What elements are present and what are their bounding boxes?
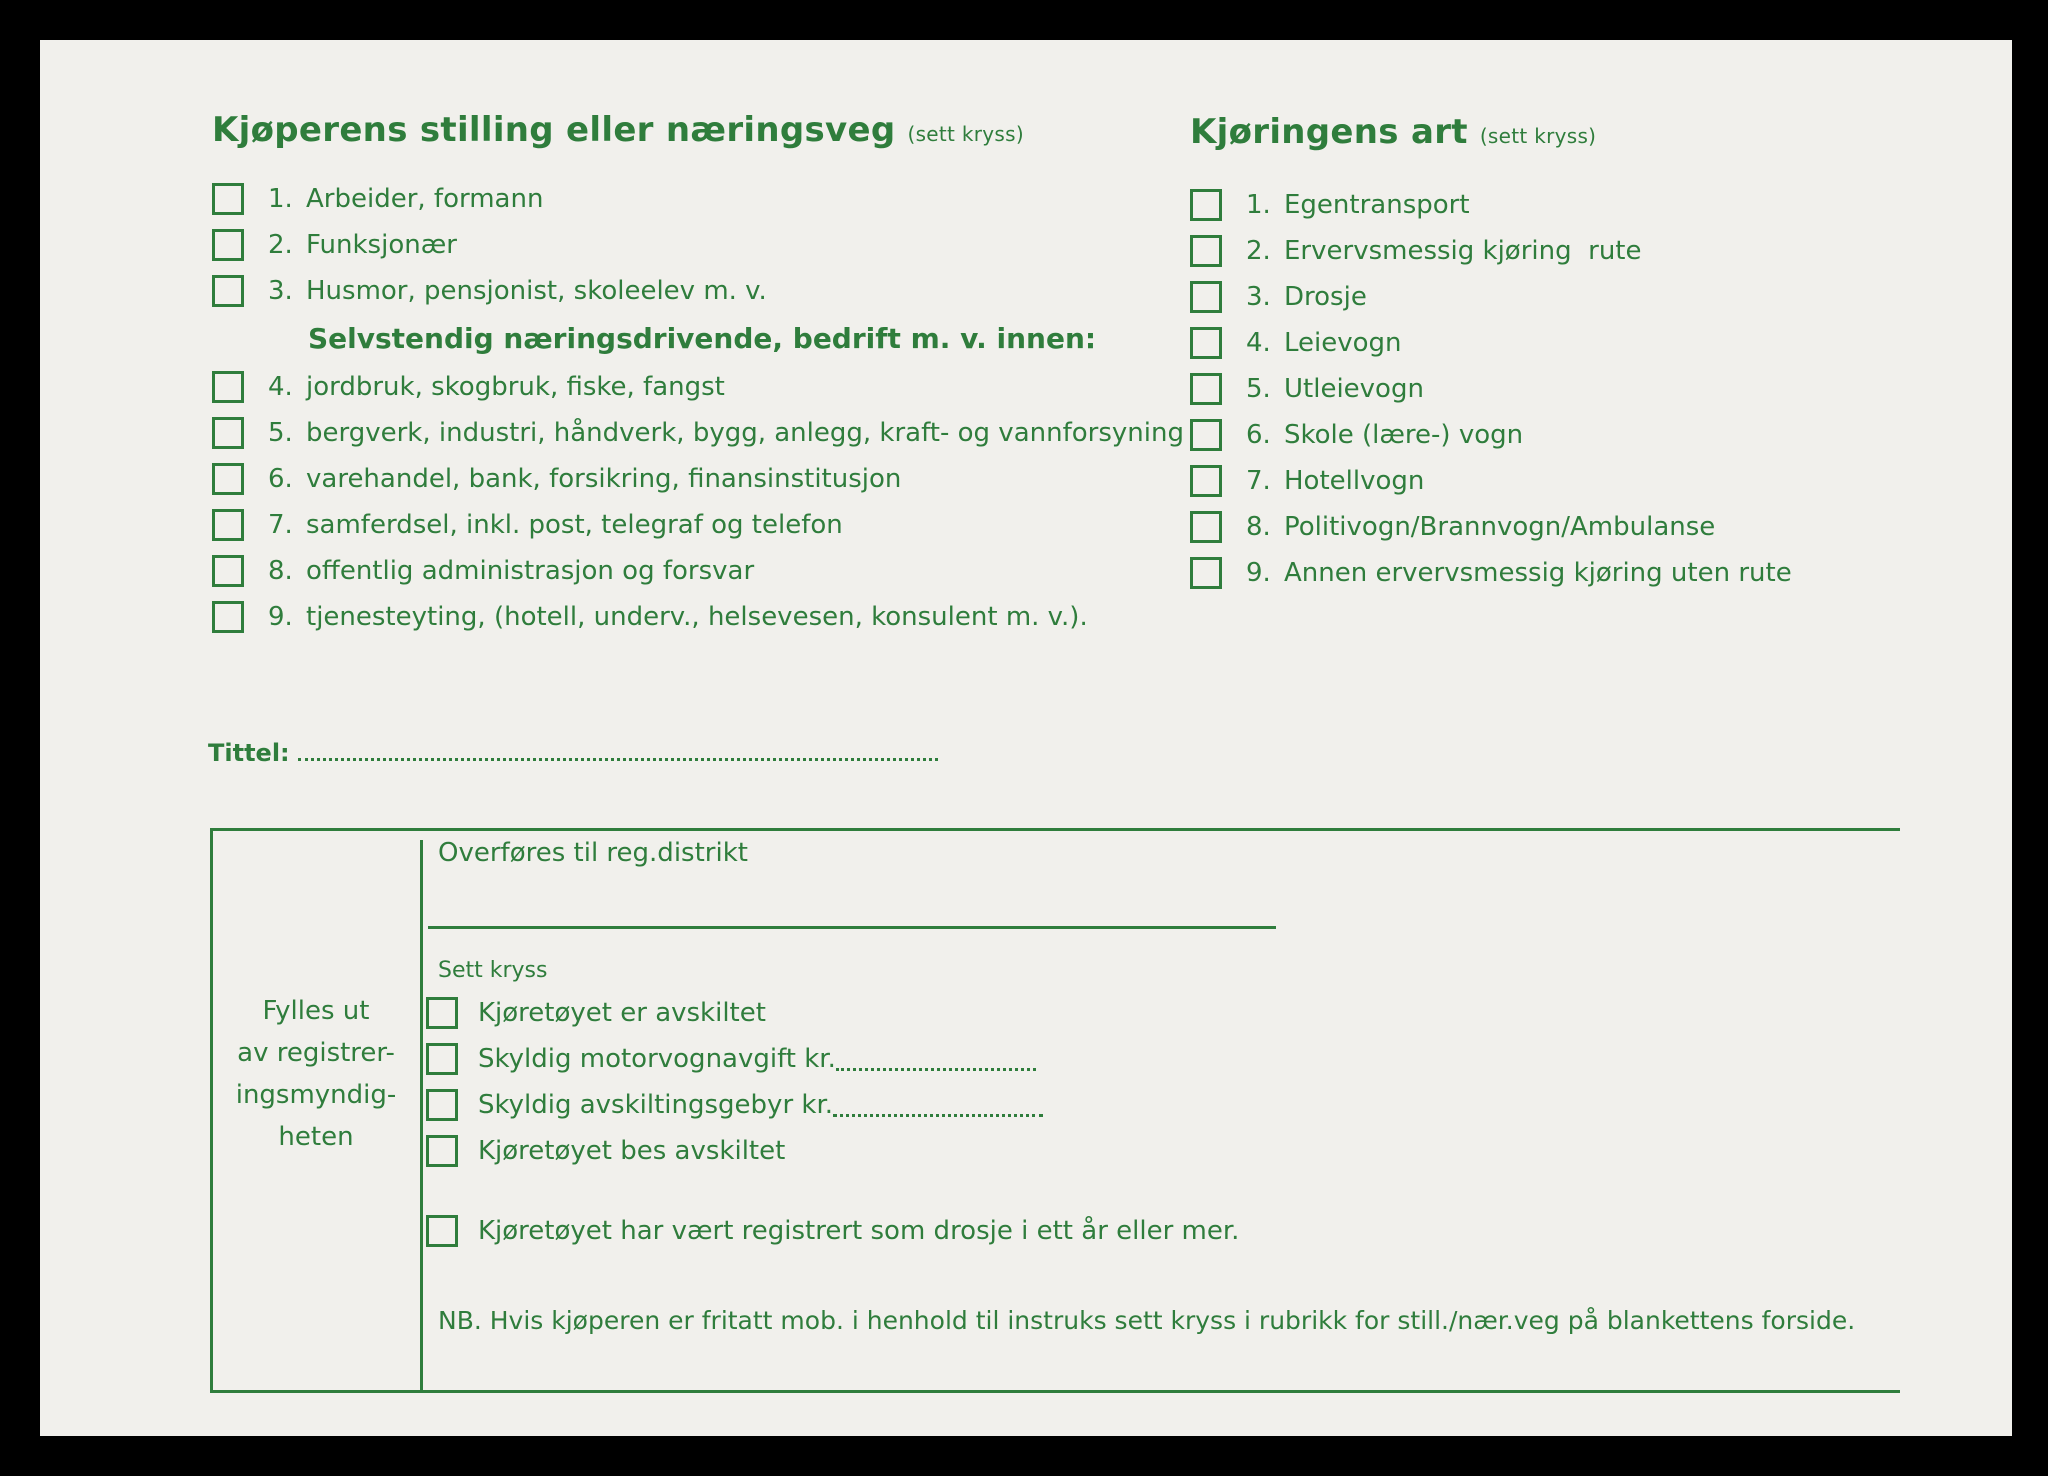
option-number: 6. [1246, 420, 1271, 450]
checkbox[interactable] [212, 229, 244, 261]
check-label: Kjøretøyet har vært registrert som drosje i ett år eller mer. [478, 1216, 1240, 1246]
occupation-option-7[interactable] [212, 508, 843, 542]
checkbox[interactable] [212, 275, 244, 307]
buyer-occupation-heading [212, 110, 1024, 150]
option-number: 8. [1246, 512, 1271, 542]
driving-option-2[interactable] [1190, 234, 1642, 268]
registry-top-border [210, 828, 1900, 831]
option-number: 9. [1246, 558, 1271, 588]
option-label: samferdsel, inkl. post, telegraf og telefon [306, 510, 843, 540]
occupation-option-3[interactable] [212, 274, 767, 308]
option-label: Funksjonær [306, 230, 457, 260]
registry-side-label [216, 990, 416, 1158]
driving-option-4[interactable] [1190, 326, 1402, 360]
drosje-check[interactable] [426, 1214, 1239, 1248]
occupation-option-1[interactable] [212, 182, 543, 216]
occupation-option-2[interactable] [212, 228, 457, 262]
registry-left-border [210, 828, 213, 1393]
driving-option-8[interactable] [1190, 510, 1715, 544]
check-hint: Sett kryss [438, 958, 548, 983]
registry-check-4[interactable] [426, 1134, 785, 1168]
checkbox[interactable] [212, 183, 244, 215]
driving-type-hint: (sett kryss) [1479, 124, 1597, 148]
option-number: 5. [268, 418, 293, 448]
option-label: Egentransport [1284, 190, 1470, 220]
option-number: 9. [268, 602, 293, 632]
option-label: Utleievogn [1284, 374, 1424, 404]
option-number: 7. [268, 510, 293, 540]
driving-option-1[interactable] [1190, 188, 1470, 222]
check-label: Kjøretøyet bes avskiltet [478, 1136, 786, 1166]
checkbox[interactable] [212, 371, 244, 403]
option-number: 4. [1246, 328, 1271, 358]
option-number: 1. [268, 184, 293, 214]
driving-option-7[interactable] [1190, 464, 1424, 498]
driving-option-3[interactable] [1190, 280, 1367, 314]
option-label: jordbruk, skogbruk, fiske, fangst [306, 372, 725, 402]
driving-type-heading [1190, 112, 1596, 152]
occupation-option-6[interactable] [212, 462, 901, 496]
transfer-input-line[interactable] [428, 926, 1276, 929]
checkbox[interactable] [426, 1043, 458, 1075]
checkbox[interactable] [426, 997, 458, 1029]
side-label-line: heten [278, 1122, 354, 1152]
occupation-option-8[interactable] [212, 554, 754, 588]
title-label: Tittel: [208, 739, 290, 767]
registry-check-1[interactable] [426, 996, 766, 1030]
checkbox[interactable] [426, 1215, 458, 1247]
title-dotted-line[interactable] [298, 738, 938, 761]
form-card [40, 40, 2012, 1436]
side-label-line: Fylles ut [262, 996, 370, 1026]
driving-type-title: Kjøringens art [1190, 112, 1468, 152]
occupation-option-9[interactable] [212, 600, 1088, 634]
checkbox[interactable] [1190, 189, 1222, 221]
check-label: Skyldig avskiltingsgebyr kr. [478, 1090, 834, 1120]
option-number: 3. [1246, 282, 1271, 312]
option-label: Annen ervervsmessig kjøring uten rute [1284, 558, 1792, 588]
option-label: Leievogn [1284, 328, 1402, 358]
option-number: 7. [1246, 466, 1271, 496]
registry-divider [420, 840, 423, 1393]
option-number: 4. [268, 372, 293, 402]
checkbox[interactable] [1190, 465, 1222, 497]
checkbox[interactable] [212, 555, 244, 587]
buyer-occupation-hint: (sett kryss) [907, 122, 1024, 146]
checkbox[interactable] [426, 1135, 458, 1167]
option-label: Drosje [1284, 282, 1367, 312]
driving-option-9[interactable] [1190, 556, 1792, 590]
check-label: Skyldig motorvognavgift kr. [478, 1044, 836, 1074]
option-label: tjenesteyting, (hotell, underv., helsevesen, konsulent m. v.). [306, 602, 1088, 632]
occupation-option-4[interactable] [212, 370, 725, 404]
side-label-line: ingsmyndig- [235, 1080, 397, 1110]
driving-option-6[interactable] [1190, 418, 1523, 452]
checkbox[interactable] [1190, 235, 1222, 267]
option-number: 8. [268, 556, 293, 586]
registry-check-3[interactable] [426, 1088, 1043, 1122]
option-number: 2. [1246, 236, 1271, 266]
option-label: bergverk, industri, håndverk, bygg, anlegg, kraft- og vannforsyning [306, 418, 1184, 448]
option-label: Hotellvogn [1284, 466, 1425, 496]
checkbox[interactable] [1190, 419, 1222, 451]
checkbox[interactable] [212, 509, 244, 541]
checkbox[interactable] [212, 417, 244, 449]
check-label: Kjøretøyet er avskiltet [478, 998, 766, 1028]
self-employed-subheading: Selvstendig næringsdrivende, bedrift m. v. innen: [308, 322, 1097, 355]
checkbox[interactable] [1190, 557, 1222, 589]
amount-dotted-line[interactable] [833, 1094, 1043, 1117]
option-label: Politivogn/Brannvogn/Ambulanse [1284, 512, 1716, 542]
registry-bottom-border [210, 1390, 1900, 1393]
option-number: 1. [1246, 190, 1271, 220]
checkbox[interactable] [1190, 373, 1222, 405]
checkbox[interactable] [1190, 511, 1222, 543]
option-number: 3. [268, 276, 293, 306]
option-label: Ervervsmessig kjøring rute [1284, 236, 1642, 266]
option-label: Skole (lære-) vogn [1284, 420, 1524, 450]
title-field[interactable] [208, 738, 938, 767]
checkbox[interactable] [212, 601, 244, 633]
side-label-line: av registrer- [237, 1038, 395, 1068]
option-label: varehandel, bank, forsikring, finansinstitusjon [306, 464, 902, 494]
checkbox[interactable] [426, 1089, 458, 1121]
option-label: Arbeider, formann [306, 184, 544, 214]
option-number: 6. [268, 464, 293, 494]
nb-note: NB. Hvis kjøperen er fritatt mob. i henhold til instruks sett kryss i rubrikk for still./nær.veg på blankettens forside. [438, 1306, 1856, 1335]
option-label: offentlig administrasjon og forsvar [306, 556, 755, 586]
driving-option-5[interactable] [1190, 372, 1424, 406]
option-number: 2. [268, 230, 293, 260]
buyer-occupation-title: Kjøperens stilling eller næringsveg [212, 110, 896, 150]
checkbox[interactable] [1190, 327, 1222, 359]
transfer-label: Overføres til reg.distrikt [438, 838, 748, 868]
registry-check-2[interactable] [426, 1042, 1036, 1076]
checkbox[interactable] [1190, 281, 1222, 313]
checkbox[interactable] [212, 463, 244, 495]
occupation-option-5[interactable] [212, 416, 1184, 450]
amount-dotted-line[interactable] [836, 1048, 1036, 1071]
option-number: 5. [1246, 374, 1271, 404]
option-label: Husmor, pensjonist, skoleelev m. v. [306, 276, 767, 306]
